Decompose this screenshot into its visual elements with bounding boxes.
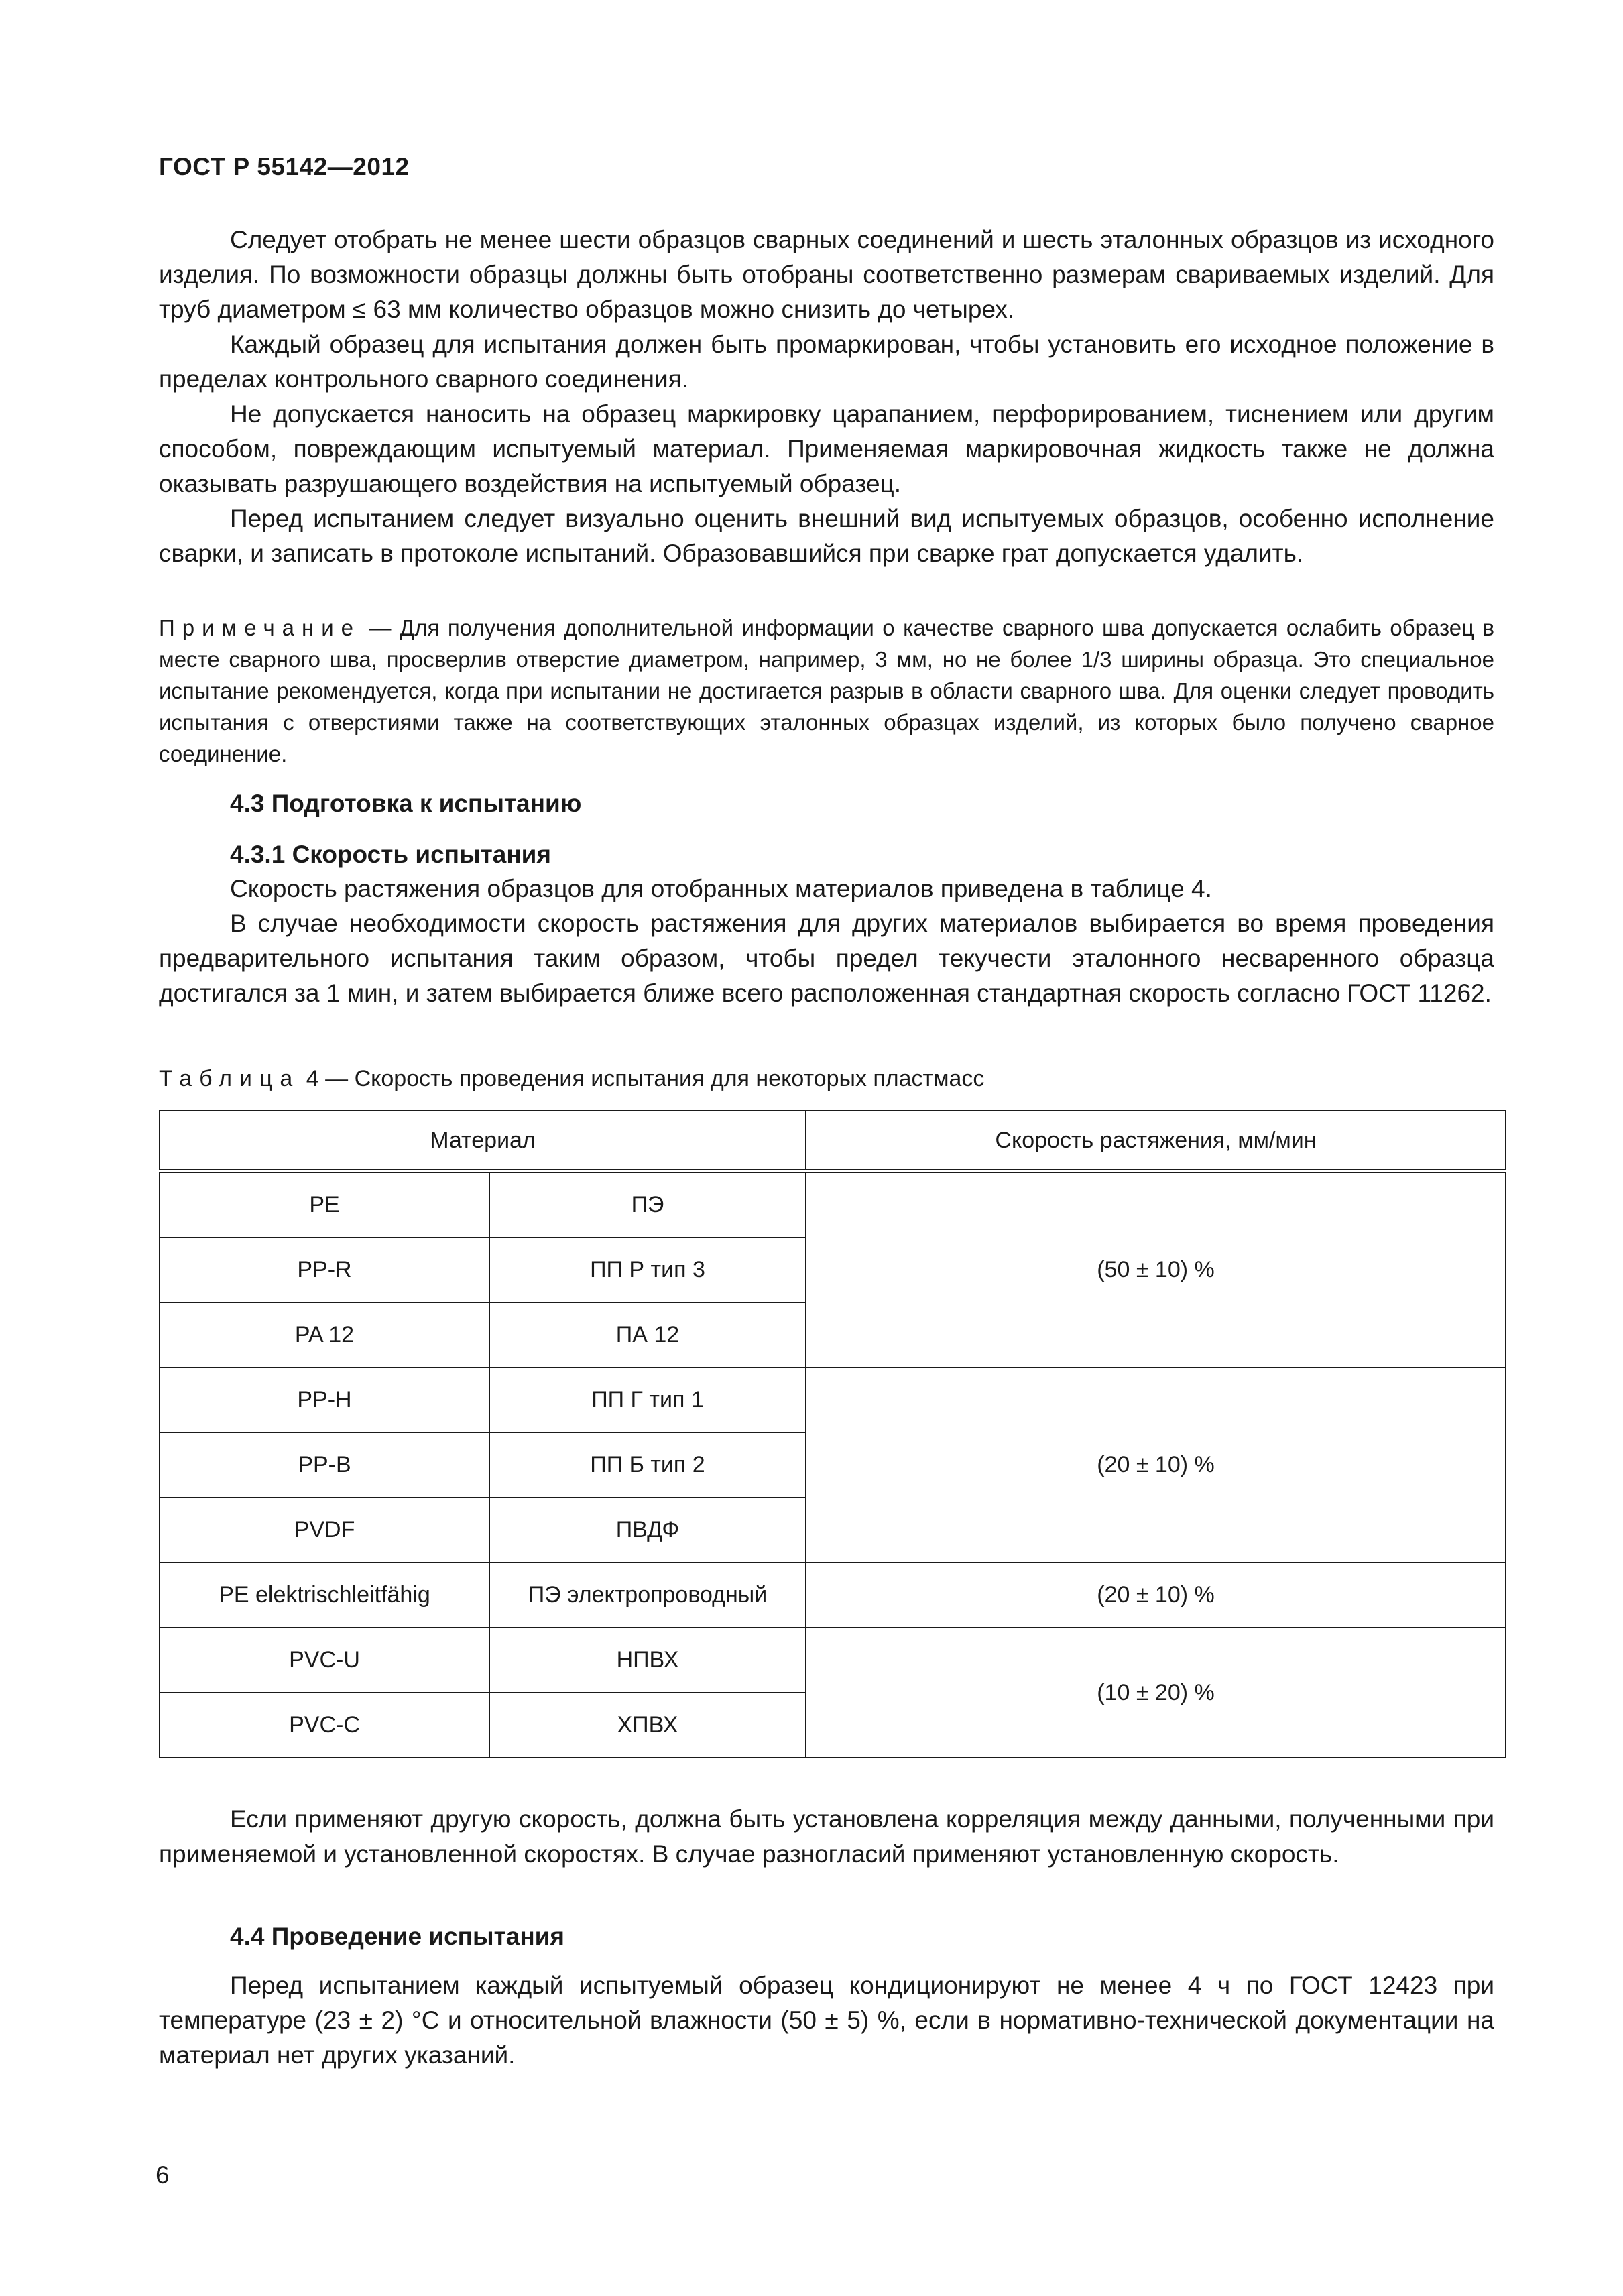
cell-material-ru: ПВДФ <box>489 1498 806 1563</box>
note-label: Примечание <box>159 615 361 640</box>
paragraph: Перед испытанием следует визуально оценить внешний вид испытуемых образцов, особенно исполнение сварки, и записать в протоколе испытаний. Образовавшийся при сварке грат допускается удалить. <box>159 505 1494 567</box>
cell-material-ru: ПЭ электропроводный <box>489 1563 806 1628</box>
conditioning-text <box>159 1968 1494 2073</box>
cell-material-code: PVDF <box>160 1498 489 1563</box>
cell-material-code: PA 12 <box>160 1303 489 1368</box>
cell-material-code: PP-R <box>160 1237 489 1303</box>
table-caption-text: 4 — Скорость проведения испытания для некоторых пластмасс <box>306 1066 985 1091</box>
cell-material-ru: ПА 12 <box>489 1303 806 1368</box>
cell-material-code: PE elektrischleitfähig <box>160 1563 489 1628</box>
cell-speed: (10 ± 20) % <box>806 1628 1506 1758</box>
cell-speed: (20 ± 10) % <box>806 1368 1506 1563</box>
document-header: ГОСТ Р 55142—2012 <box>159 153 410 180</box>
cell-material-code: PVC-U <box>160 1628 489 1693</box>
section-heading: 4.4 Проведение испытания <box>230 1923 565 1950</box>
speed-table <box>159 1110 1506 1758</box>
intro-text <box>159 223 1494 571</box>
paragraph: Не допускается наносить на образец маркировку царапанием, перфорированием, тиснением или другим способом, повреждающим испытуемый материал. Применяемая маркировочная жидкость также не должна оказывать разрушающего воздействия на испытуемый образец. <box>159 400 1494 497</box>
cell-material-code: PP-H <box>160 1368 489 1433</box>
cell-speed: (20 ± 10) % <box>806 1563 1506 1628</box>
table-row <box>160 1563 1506 1628</box>
correlation-text <box>159 1802 1494 1872</box>
table-caption-label: Таблица <box>159 1066 300 1091</box>
cell-material-ru: ПП Б тип 2 <box>489 1433 806 1498</box>
cell-speed: (50 ± 10) % <box>806 1171 1506 1368</box>
table-caption <box>159 1066 984 1092</box>
subsection-heading: 4.3.1 Скорость испытания <box>230 841 552 868</box>
page-number: 6 <box>156 2161 170 2189</box>
paragraph: Скорость растяжения образцов для отобранных материалов приведена в таблице 4. <box>230 875 1212 902</box>
paragraph: В случае необходимости скорость растяжения для других материалов выбирается во время проведения предварительного испытания таким образом, чтобы предел текучести эталонного несваренного образца достигался за 1 мин, и затем выбирается ближе всего расположенная стандартная скорость согласно ГОСТ 11262. <box>159 910 1494 1007</box>
cell-material-code: PP-B <box>160 1433 489 1498</box>
cell-material-code: PE <box>160 1171 489 1237</box>
cell-material-ru: НПВХ <box>489 1628 806 1693</box>
paragraph: Следует отобрать не менее шести образцов сварных соединений и шесть эталонных образцов из исходного изделия. По возможности образцы должны быть отобраны соответственно размерам свариваемых изделий. Для труб диаметром ≤ 63 мм количество образцов можно снизить до четырех. <box>159 226 1494 323</box>
speed-text <box>159 871 1494 1011</box>
table-row <box>160 1368 1506 1433</box>
cell-material-ru: ПП Г тип 1 <box>489 1368 806 1433</box>
note-text: — Для получения дополнительной информации о качестве сварного шва допускается ослабить образец в месте сварного шва, просверлив отверстие диаметром, например, 3 мм, но не более 1/3 ширины образца. Это специальное испытание рекомендуется, когда при испытании не достигается разрыв в области сварного шва. Для оценки следует проводить испытания с отверстиями также на соответствующих эталонных образцах изделий, из которых было получено сварное соединение. <box>159 615 1494 766</box>
cell-material-ru: ПЭ <box>489 1171 806 1237</box>
paragraph: Если применяют другую скорость, должна быть установлена корреляция между данными, полученными при применяемой и установленной скоростях. В случае разногласий применяют установленную скорость. <box>159 1805 1494 1868</box>
table-row <box>160 1171 1506 1237</box>
paragraph: Каждый образец для испытания должен быть промаркирован, чтобы установить его исходное положение в пределах контрольного сварного соединения. <box>159 330 1494 393</box>
cell-material-ru: ПП Р тип 3 <box>489 1237 806 1303</box>
cell-material-ru: ХПВХ <box>489 1693 806 1758</box>
cell-material-code: PVC-C <box>160 1693 489 1758</box>
table-row <box>160 1628 1506 1693</box>
section-heading: 4.3 Подготовка к испытанию <box>230 790 582 817</box>
header-material: Материал <box>160 1111 806 1171</box>
note-block <box>159 612 1494 770</box>
paragraph: Перед испытанием каждый испытуемый образец кондиционируют не менее 4 ч по ГОСТ 12423 при температуре (23 ± 2) °С и относительной влажности (50 ± 5) %, если в нормативно-технической документации на материал нет других указаний. <box>159 1972 1494 2069</box>
table-header-row <box>160 1111 1506 1171</box>
header-speed: Скорость растяжения, мм/мин <box>806 1111 1506 1171</box>
